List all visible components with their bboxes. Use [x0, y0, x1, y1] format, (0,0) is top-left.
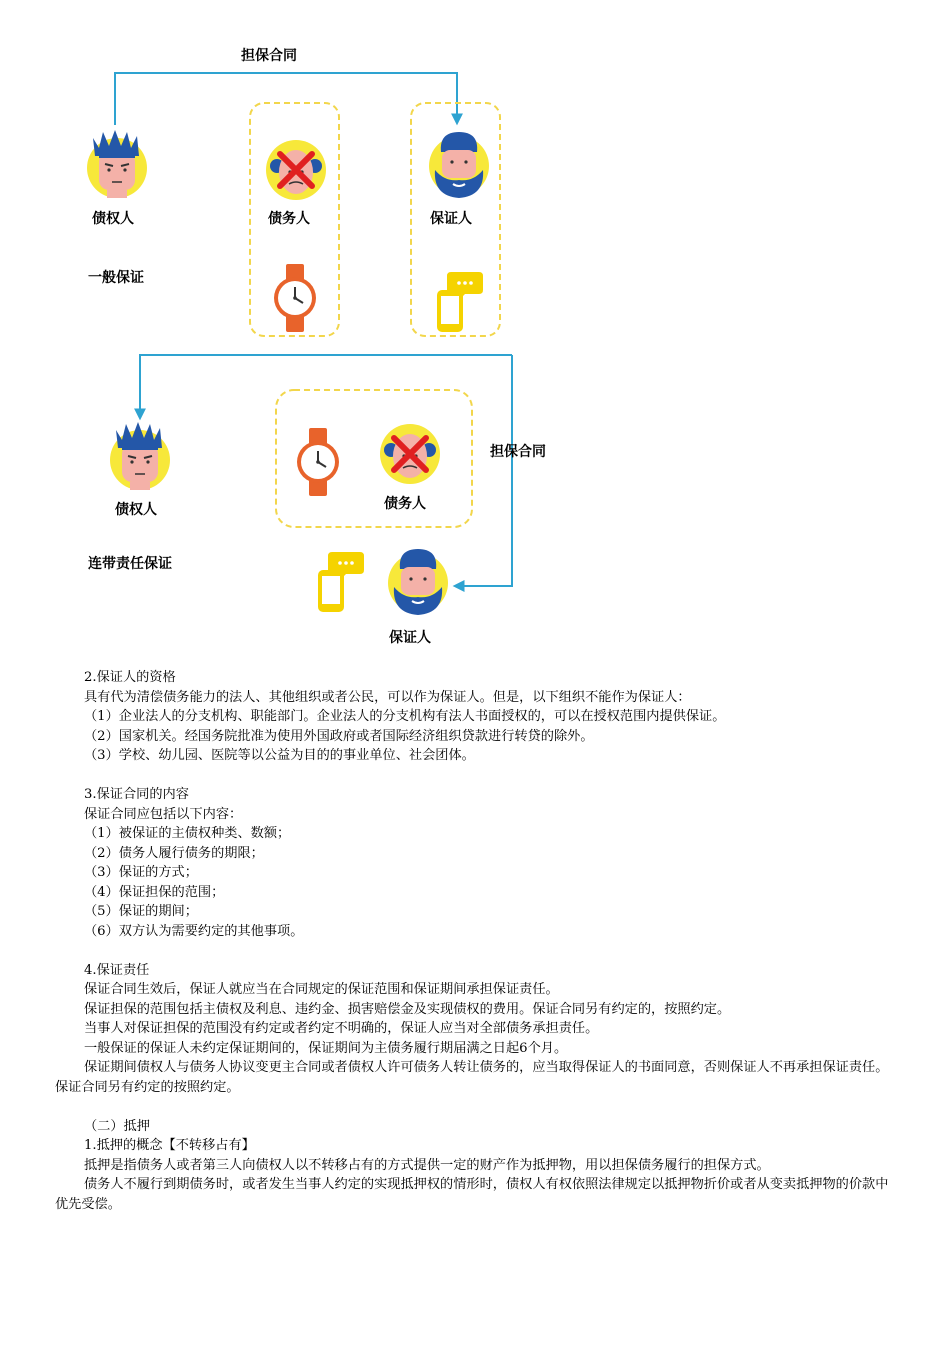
debtor-avatar-crossed	[266, 140, 326, 200]
contract-label-joint: 担保合同	[490, 444, 546, 460]
debtor-label-general: 债务人	[268, 211, 310, 227]
watch-icon	[297, 428, 339, 496]
mortgage-subheading: 1.抵押的概念【不转移占有】	[84, 1138, 255, 1153]
contents-item: （2）债务人履行债务的期限；	[84, 845, 264, 861]
debtor-label-joint: 债务人	[384, 496, 426, 512]
watch-icon	[274, 264, 316, 332]
phone-icon	[318, 552, 364, 612]
contents-item: （1）被保证的主债权种类、数额；	[84, 826, 291, 841]
contract-arrow-general	[115, 73, 457, 125]
guarantor-label-general: 保证人	[430, 211, 472, 227]
phone-icon	[437, 272, 483, 332]
contract-arrow-joint	[140, 355, 512, 418]
contents-item: （4）保证担保的范围；	[84, 884, 225, 900]
mortgage-paragraph: 抵押是指债务人或者第三人向债权人以不转移占有的方式提供一定的财产作为抵押物，用以担保债务履行的担保方式。	[84, 1157, 770, 1173]
contents-item: （5）保证的期间；	[84, 904, 198, 919]
contents-heading: 3.保证合同的内容	[84, 787, 189, 802]
guarantor-avatar	[429, 132, 489, 198]
contents-item: （6）双方认为需要约定的其他事项。	[84, 923, 304, 939]
mortgage-heading: （二）抵押	[84, 1118, 150, 1134]
contract-label-general: 担保合同	[241, 48, 297, 64]
guarantor-label-joint: 保证人	[389, 630, 431, 646]
debtor-avatar-crossed	[380, 424, 440, 484]
qualification-item: （1）企业法人的分支机构、职能部门。企业法人的分支机构有法人书面授权的，可以在授权范围内提供保证。	[84, 709, 726, 724]
liability-paragraph: 保证担保的范围包括主债权及利息、违约金、损害赔偿金及实现债权的费用。保证合同另有约定的，按照约定。	[84, 1001, 731, 1017]
creditor-label-joint: 债权人	[115, 502, 157, 518]
creditor-avatar	[110, 422, 170, 490]
contents-intro: 保证合同应包括以下内容：	[84, 806, 243, 822]
liability-heading: 4.保证责任	[84, 962, 150, 978]
qualification-heading: 2.保证人的资格	[84, 670, 176, 685]
qualification-item: （2）国家机关。经国务院批准为使用外国政府或者国际经济组织贷款进行转贷的除外。	[84, 728, 594, 744]
liability-paragraph: 保证期间债权人与债务人协议变更主合同或者债权人许可债务人转让债务的，应当取得保证人的书面同意，否则保证人不再承担保证责任。保证合同另有约定的按照约定。	[55, 1060, 889, 1095]
mortgage-paragraph: 债务人不履行到期债务时，或者发生当事人约定的实现抵押权的情形时，债权人有权依照法律规定以抵押物折价或者从变卖抵押物的价款中优先受偿。	[55, 1177, 889, 1212]
joint-guarantee-label: 连带责任保证	[88, 556, 172, 572]
general-guarantee-label: 一般保证	[88, 270, 144, 286]
document-body	[55, 668, 900, 1214]
liability-paragraph: 保证合同生效后，保证人就应当在合同规定的保证范围和保证期间承担保证责任。	[84, 982, 559, 997]
qualification-intro: 具有代为清偿债务能力的法人、其他组织或者公民，可以作为保证人。但是，以下组织不能作为保证人：	[84, 689, 691, 705]
contract-arrow-joint-guarantor	[455, 355, 512, 586]
guarantor-avatar	[388, 549, 448, 615]
creditor-label-general: 债权人	[92, 211, 134, 227]
creditor-avatar	[87, 130, 147, 198]
liability-paragraph: 当事人对保证担保的范围没有约定或者约定不明确的，保证人应当对全部债务承担责任。	[84, 1021, 599, 1036]
qualification-item: （3）学校、幼儿园、医院等以公益为目的的事业单位、社会团体。	[84, 748, 475, 763]
contents-item: （3）保证的方式；	[84, 865, 198, 880]
liability-paragraph: 一般保证的保证人未约定保证期间的，保证期间为主债务履行期届满之日起6个月。	[84, 1040, 568, 1056]
guarantee-diagram	[0, 0, 950, 650]
